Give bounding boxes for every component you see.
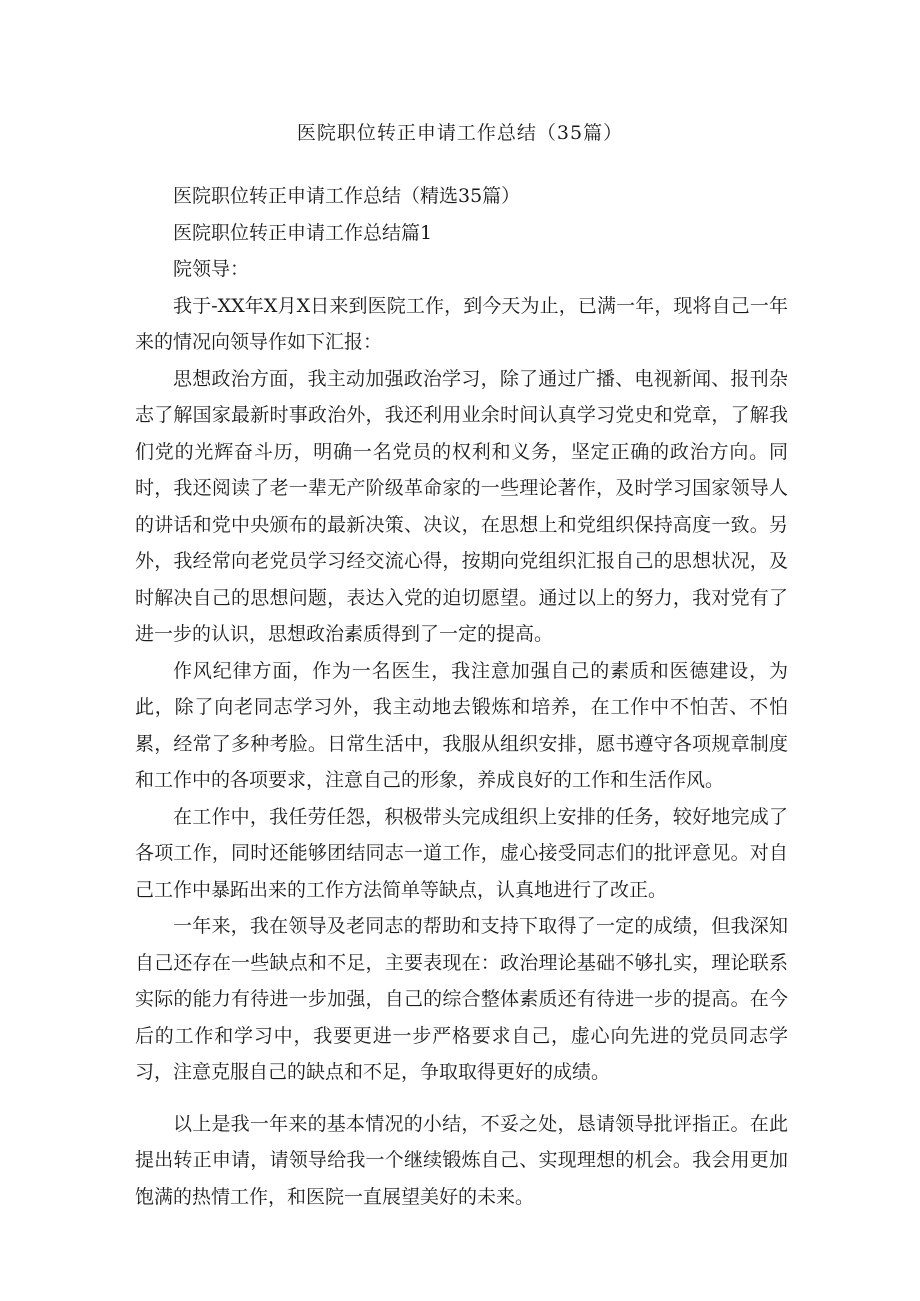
paragraph-intro: 我于-XX年X月X日来到医院工作，到今天为止，已满一年，现将自己一年来的情况向领导作如下汇报： [135,294,788,353]
document-body [135,178,788,1215]
document-subtitle: 医院职位转正申请工作总结（精选35篇） [173,185,521,207]
article-heading: 医院职位转正申请工作总结篇1 [173,221,433,244]
document-title: 医院职位转正申请工作总结（35篇） [296,122,624,144]
paragraph-discipline: 作风纪律方面，作为一名医生，我注意加强自己的素质和医德建设，为此，除了向老同志学习外，我主动地去锻炼和培养，在工作中不怕苦、不怕累，经常了多种考脸。日常生活中，我服从组织安排，愿书遵守各项规章制度和工作中的各项要求，注意自己的形象，养成良好的工作和生活作风。 [135,659,788,791]
paragraph-political: 思想政治方面，我主动加强政治学习，除了通过广播、电视新闻、报刊杂志了解国家最新时事政治外，我还利用业余时间认真学习党史和党章，了解我们党的光辉奋斗历，明确一名党员的权利和义务，坚定正确的政治方向。同时，我还阅读了老一辈无产阶级革命家的一些理论著作，及时学习国家领导人的讲话和党中央颁布的最新决策、决议，在思想上和党组织保持高度一致。另外，我经常向老党员学习经交流心得，按期向党组织汇报自己的思想状况，及时解决自己的思想问题，表达入党的迫切愿望。通过以上的努力，我对党有了进一步的认识，思想政治素质得到了一定的提高。 [135,367,788,645]
paragraph-shortcomings: 一年来，我在领导及老同志的帮助和支持下取得了一定的成绩，但我深知自己还存在一些缺点和不足，主要表现在：政治理论基础不够扎实，理论联系实际的能力有待进一步加强，自己的综合整体素质还有待进一步的提高。在今后的工作和学习中，我要更进一步严格要求自己，虚心向先进的党员同志学习，注意克服自己的缺点和不足，争取取得更好的成绩。 [135,915,788,1083]
paragraph-work: 在工作中，我任劳任怨，积极带头完成组织上安排的任务，较好地完成了各项工作，同时还能够团结同志一道工作，虚心接受同志们的批评意见。对自己工作中暴跖出来的工作方法简单等缺点，认真地进行了改正。 [135,805,788,901]
paragraph-closing: 以上是我一年来的基本情况的小结，不妥之处，恳请领导批评指正。在此提出转正申请，请领导给我一个继续锻炼自己、实现理想的机会。我会用更加饱满的热情工作，和医院一直展望美好的未来。 [135,1112,788,1208]
salutation: 院领导： [173,258,250,280]
